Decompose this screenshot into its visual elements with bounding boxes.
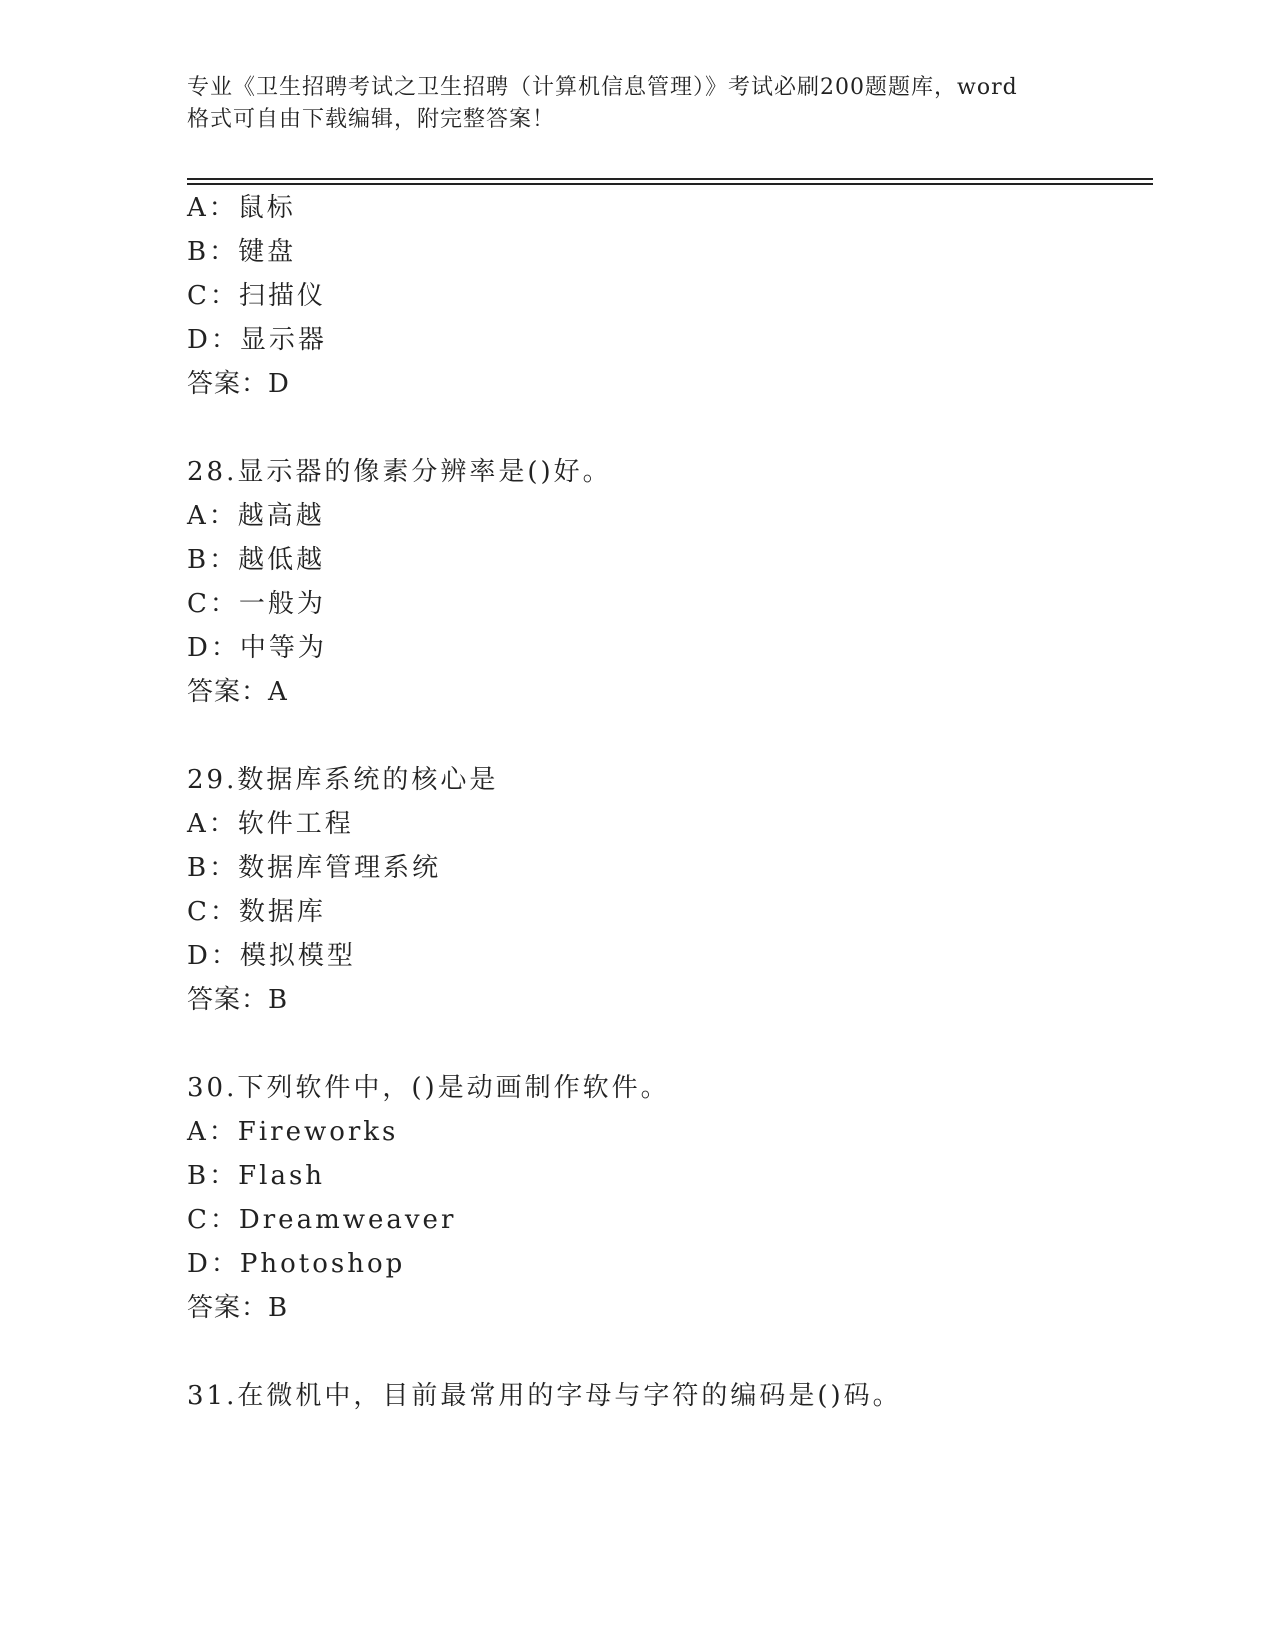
option-a: A：鼠标 xyxy=(187,193,296,223)
option-d: D：显示器 xyxy=(187,325,327,355)
option-b: B：键盘 xyxy=(187,237,297,267)
answer: 答案：B xyxy=(187,1293,289,1323)
question-29: 29.数据库系统的核心是 xyxy=(187,765,499,795)
document-header xyxy=(187,72,1087,136)
option-c: C：一般为 xyxy=(187,589,326,619)
option-c: C：Dreamweaver xyxy=(187,1205,457,1235)
question-31: 31.在微机中，目前最常用的字母与字符的编码是()码。 xyxy=(187,1381,902,1411)
header-divider-top xyxy=(187,178,1153,180)
question-30: 30.下列软件中，()是动画制作软件。 xyxy=(187,1073,670,1103)
option-c: C：数据库 xyxy=(187,897,326,927)
header-line-2: 格式可自由下载编辑，附完整答案！ xyxy=(187,107,556,132)
option-a: A：Fireworks xyxy=(187,1117,399,1147)
option-a: A：越高越 xyxy=(187,501,325,531)
answer: 答案：A xyxy=(187,677,288,707)
header-line-1: 专业《卫生招聘考试之卫生招聘（计算机信息管理）》考试必刷200题题库，word xyxy=(187,75,1018,100)
question-28: 28.显示器的像素分辨率是()好。 xyxy=(187,457,612,487)
option-b: B：Flash xyxy=(187,1161,326,1191)
answer: 答案：B xyxy=(187,985,289,1015)
option-b: B：数据库管理系统 xyxy=(187,853,442,883)
option-b: B：越低越 xyxy=(187,545,326,575)
option-a: A：软件工程 xyxy=(187,809,354,839)
option-d: D：Photoshop xyxy=(187,1249,406,1279)
option-c: C：扫描仪 xyxy=(187,281,326,311)
option-d: D：中等为 xyxy=(187,633,327,663)
option-d: D：模拟模型 xyxy=(187,941,356,971)
header-divider-bottom xyxy=(187,183,1153,185)
answer: 答案：D xyxy=(187,369,290,399)
